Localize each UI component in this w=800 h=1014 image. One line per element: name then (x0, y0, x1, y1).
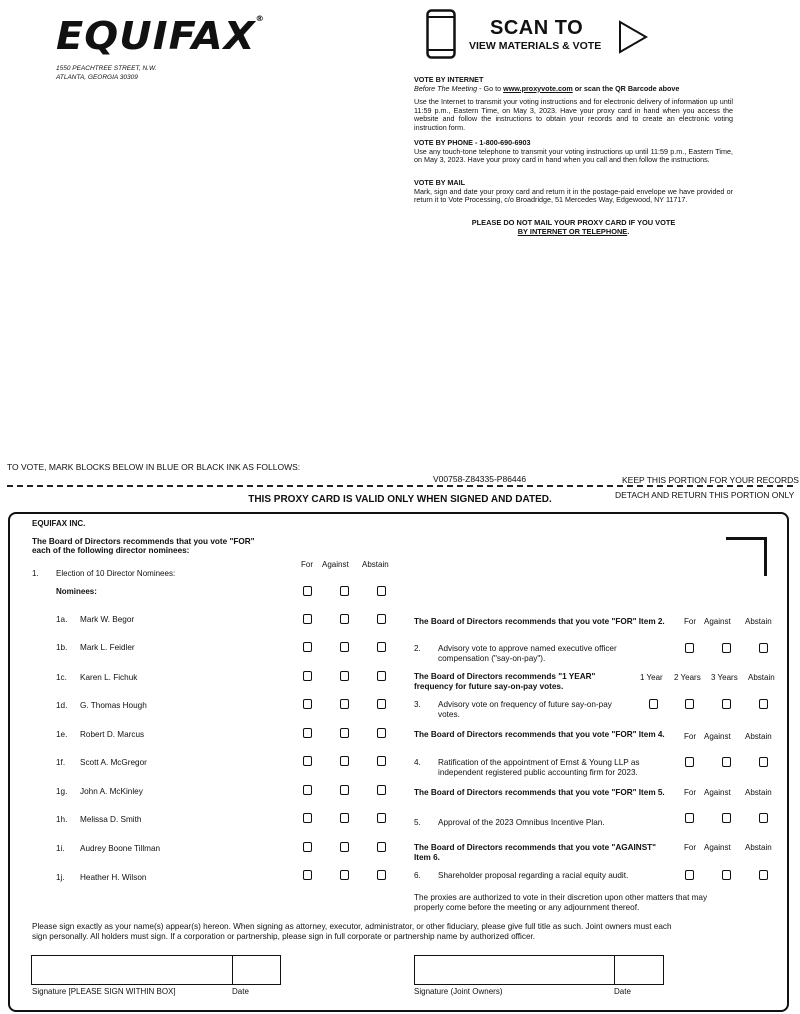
item-3-abstain-checkbox[interactable] (759, 699, 768, 709)
corner-mark (726, 537, 767, 576)
nominee-num: 1i. (56, 844, 65, 853)
item-2-for-checkbox[interactable] (685, 643, 694, 653)
vote-for-checkbox[interactable] (303, 785, 312, 795)
nominees-abstain-checkbox[interactable] (377, 586, 386, 596)
col-for-label: For (301, 560, 313, 569)
item-5-for-checkbox[interactable] (685, 813, 694, 823)
vote-for-checkbox[interactable] (303, 642, 312, 652)
item-3-2-years-checkbox[interactable] (685, 699, 694, 709)
item-4-col-for: For (684, 732, 696, 741)
nominees-for-checkbox[interactable] (303, 586, 312, 596)
vote-against-checkbox[interactable] (340, 756, 349, 766)
vote-for-checkbox[interactable] (303, 699, 312, 709)
vote-against-checkbox[interactable] (340, 728, 349, 738)
vote-abstain-checkbox[interactable] (377, 671, 386, 681)
company-address (56, 64, 157, 82)
vote-internet-goto: Before The Meeting - Go to www.proxyvote.com or scan the QR Barcode above (414, 83, 680, 93)
item-5-text: Approval of the 2023 Omnibus Incentive Plan. (438, 818, 605, 827)
item-6-abstain-checkbox[interactable] (759, 870, 768, 880)
play-arrow-icon (618, 20, 648, 54)
item-5-col-against: Against (704, 788, 731, 797)
address-line-2: ATLANTA, GEORGIA 30309 (56, 74, 138, 81)
nominee-name: Heather H. Wilson (80, 873, 147, 882)
nominee-name: Mark W. Begor (80, 615, 135, 624)
joint-signature-box[interactable] (414, 955, 615, 985)
signing-instructions: Please sign exactly as your name(s) appear(s) hereon. When signing as attorney, executor, administrator, or other fiduciary, please give full title as such. Joint owners must each sign personally. All holders must sign. If a corporation or partnership, please sign in full corporate or partnership name by authorized officer. (32, 922, 672, 941)
vote-abstain-checkbox[interactable] (377, 699, 386, 709)
item-2-col-against: Against (704, 617, 731, 626)
vote-abstain-checkbox[interactable] (377, 785, 386, 795)
vote-internet-section (414, 76, 733, 133)
signature-label: Signature [PLEASE SIGN WITHIN BOX] (32, 987, 176, 996)
vote-mail-title: VOTE BY MAIL (414, 178, 465, 187)
item-4-abstain-checkbox[interactable] (759, 757, 768, 767)
vote-for-checkbox[interactable] (303, 842, 312, 852)
vote-against-checkbox[interactable] (340, 642, 349, 652)
control-code: V00758-Z84335-P86446 (433, 474, 527, 484)
item-6-col-abstain: Abstain (745, 843, 772, 852)
col-abstain-label: Abstain (362, 560, 389, 569)
validity-notice: THIS PROXY CARD IS VALID ONLY WHEN SIGNED AND DATED. (248, 494, 552, 505)
item-5-against-checkbox[interactable] (722, 813, 731, 823)
nominee-name: Robert D. Marcus (80, 730, 145, 739)
nominee-name: John A. McKinley (80, 787, 143, 796)
vote-mail-body: Mark, sign and date your proxy card and return it in the postage-paid envelope we have provided or return it to Vote Processing, c/o Broadridge, 51 Mercedes Way, Edgewood, NY 11717. (414, 186, 733, 205)
mark-instruction: TO VOTE, MARK BLOCKS BELOW IN BLUE OR BLACK INK AS FOLLOWS: (7, 462, 301, 472)
item-2-num: 2. (414, 644, 421, 653)
vote-phone-section (414, 139, 733, 165)
vote-against-checkbox[interactable] (340, 870, 349, 880)
nominee-num: 1e. (56, 730, 68, 739)
vote-against-checkbox[interactable] (340, 671, 349, 681)
keep-portion-label: KEEP THIS PORTION FOR YOUR RECORDS (622, 475, 799, 485)
item-3-3-years-checkbox[interactable] (722, 699, 731, 709)
item-4-col-abstain: Abstain (745, 732, 772, 741)
vote-internet-title: VOTE BY INTERNET (414, 75, 484, 84)
vote-for-checkbox[interactable] (303, 614, 312, 624)
vote-for-checkbox[interactable] (303, 870, 312, 880)
item-3-text: Advisory vote on frequency of future say-on-pay votes. (438, 700, 612, 719)
item-2-recommendation: The Board of Directors recommends that you vote "FOR" Item 2. (414, 617, 665, 626)
item-5-col-abstain: Abstain (745, 788, 772, 797)
nominee-name: Audrey Boone Tillman (80, 844, 161, 853)
nominee-num: 1b. (56, 643, 68, 652)
vote-phone-body: Use any touch-tone telephone to transmit your voting instructions up until 11:59 p.m., Eastern Time, on May 3, 2023. Have your proxy card in hand when you call and then follow the instructions. (414, 146, 733, 165)
nominees-label: Nominees: (56, 587, 97, 596)
proxyvote-link[interactable]: www.proxyvote.com (503, 83, 573, 93)
col-2-years: 2 Years (674, 673, 701, 682)
vote-abstain-checkbox[interactable] (377, 842, 386, 852)
vote-for-checkbox[interactable] (303, 813, 312, 823)
vote-mail-section (414, 179, 733, 205)
board-rec-directors: The Board of Directors recommends that you vote "FOR" each of the following director nominees: (32, 537, 255, 555)
item-2-text: Advisory vote to approve named executive officer compensation ("say-on-pay"). (438, 644, 617, 663)
detach-portion-label: DETACH AND RETURN THIS PORTION ONLY (615, 490, 795, 500)
joint-signature-label: Signature (Joint Owners) (414, 987, 503, 996)
item-2-col-for: For (684, 617, 696, 626)
item-3-1-year-checkbox[interactable] (649, 699, 658, 709)
item-1-text: Election of 10 Director Nominees: (56, 569, 176, 578)
item-6-num: 6. (414, 871, 421, 880)
date-box[interactable] (232, 955, 281, 985)
nominees-against-checkbox[interactable] (340, 586, 349, 596)
scan-title: SCAN TO (490, 17, 584, 39)
col-against-label: Against (322, 560, 349, 569)
item-4-text: Ratification of the appointment of Ernst & Young LLP as independent registered public accounting firm for 2023. (438, 758, 640, 777)
joint-date-box[interactable] (614, 955, 664, 985)
vote-against-checkbox[interactable] (340, 813, 349, 823)
item-6-col-for: For (684, 843, 696, 852)
equifax-logo: EQUIFAX® (56, 14, 265, 58)
nominee-num: 1g. (56, 787, 68, 796)
item-6-col-against: Against (704, 843, 731, 852)
vote-against-checkbox[interactable] (340, 699, 349, 709)
item-5-abstain-checkbox[interactable] (759, 813, 768, 823)
date-label: Date (232, 987, 249, 996)
item-3-col-abstain: Abstain (748, 673, 775, 682)
joint-date-label: Date (614, 987, 631, 996)
do-not-mail-note: PLEASE DO NOT MAIL YOUR PROXY CARD IF YOU VOTE BY INTERNET OR TELEPHONE. (471, 218, 676, 236)
item-4-num: 4. (414, 758, 421, 767)
nominee-num: 1j. (56, 873, 65, 882)
detach-line (7, 485, 793, 487)
nominee-num: 1c. (56, 673, 67, 682)
vote-abstain-checkbox[interactable] (377, 870, 386, 880)
col-3-years: 3 Years (711, 673, 738, 682)
vote-against-checkbox[interactable] (340, 785, 349, 795)
address-line-1: 1550 PEACHTREE STREET, N.W. (56, 65, 157, 72)
vote-for-checkbox[interactable] (303, 671, 312, 681)
company-name: EQUIFAX INC. (32, 519, 86, 528)
vote-abstain-checkbox[interactable] (377, 642, 386, 652)
nominee-name: Scott A. McGregor (80, 758, 147, 767)
item-2-against-checkbox[interactable] (722, 643, 731, 653)
nominee-name: Mark L. Feidler (80, 643, 135, 652)
vote-against-checkbox[interactable] (340, 614, 349, 624)
signature-box[interactable] (31, 955, 233, 985)
vote-against-checkbox[interactable] (340, 842, 349, 852)
item-3-recommendation: The Board of Directors recommends "1 YEAR" frequency for future say-on-pay votes. (414, 672, 596, 691)
item-6-for-checkbox[interactable] (685, 870, 694, 880)
item-2-col-abstain: Abstain (745, 617, 772, 626)
scan-subtitle: VIEW MATERIALS & VOTE (469, 40, 602, 52)
vote-internet-body: Use the Internet to transmit your voting instructions and for electronic delivery of information up until 11:59 p.m., Eastern Time, on May 3, 2023. Have your proxy card in hand when you access the website and follow the instructions to obtain your records and to create an electronic voting instruction form. (414, 97, 733, 132)
vote-abstain-checkbox[interactable] (377, 728, 386, 738)
nominee-name: Melissa D. Smith (80, 815, 142, 824)
item-6-recommendation: The Board of Directors recommends that you vote "AGAINST" Item 6. (414, 843, 657, 862)
proxies-note: The proxies are authorized to vote in their discretion upon other matters that may properly come before the meeting or any adjournment thereof. (414, 893, 708, 912)
nominee-num: 1a. (56, 615, 68, 624)
item-6-against-checkbox[interactable] (722, 870, 731, 880)
vote-for-checkbox[interactable] (303, 756, 312, 766)
item-5-recommendation: The Board of Directors recommends that you vote "FOR" Item 5. (414, 788, 665, 797)
nominee-num: 1d. (56, 701, 68, 710)
item-2-abstain-checkbox[interactable] (759, 643, 768, 653)
item-4-against-checkbox[interactable] (722, 757, 731, 767)
vote-abstain-checkbox[interactable] (377, 614, 386, 624)
item-6-text: Shareholder proposal regarding a racial equity audit. (438, 871, 629, 880)
item-1-num: 1. (32, 569, 39, 578)
vote-abstain-checkbox[interactable] (377, 813, 386, 823)
nominee-num: 1f. (56, 758, 66, 767)
item-5-num: 5. (414, 818, 421, 827)
item-5-col-for: For (684, 788, 696, 797)
nominee-name: Karen L. Fichuk (80, 673, 138, 682)
smartphone-icon (426, 9, 456, 59)
col-1-year: 1 Year (640, 673, 663, 682)
item-3-num: 3. (414, 700, 421, 709)
vote-phone-title: VOTE BY PHONE - 1-800-690-6903 (414, 138, 531, 147)
item-4-recommendation: The Board of Directors recommends that you vote "FOR" Item 4. (414, 730, 665, 739)
item-4-for-checkbox[interactable] (685, 757, 694, 767)
nominee-num: 1h. (56, 815, 68, 824)
vote-abstain-checkbox[interactable] (377, 756, 386, 766)
item-4-col-against: Against (704, 732, 731, 741)
nominee-name: G. Thomas Hough (80, 701, 147, 710)
vote-for-checkbox[interactable] (303, 728, 312, 738)
